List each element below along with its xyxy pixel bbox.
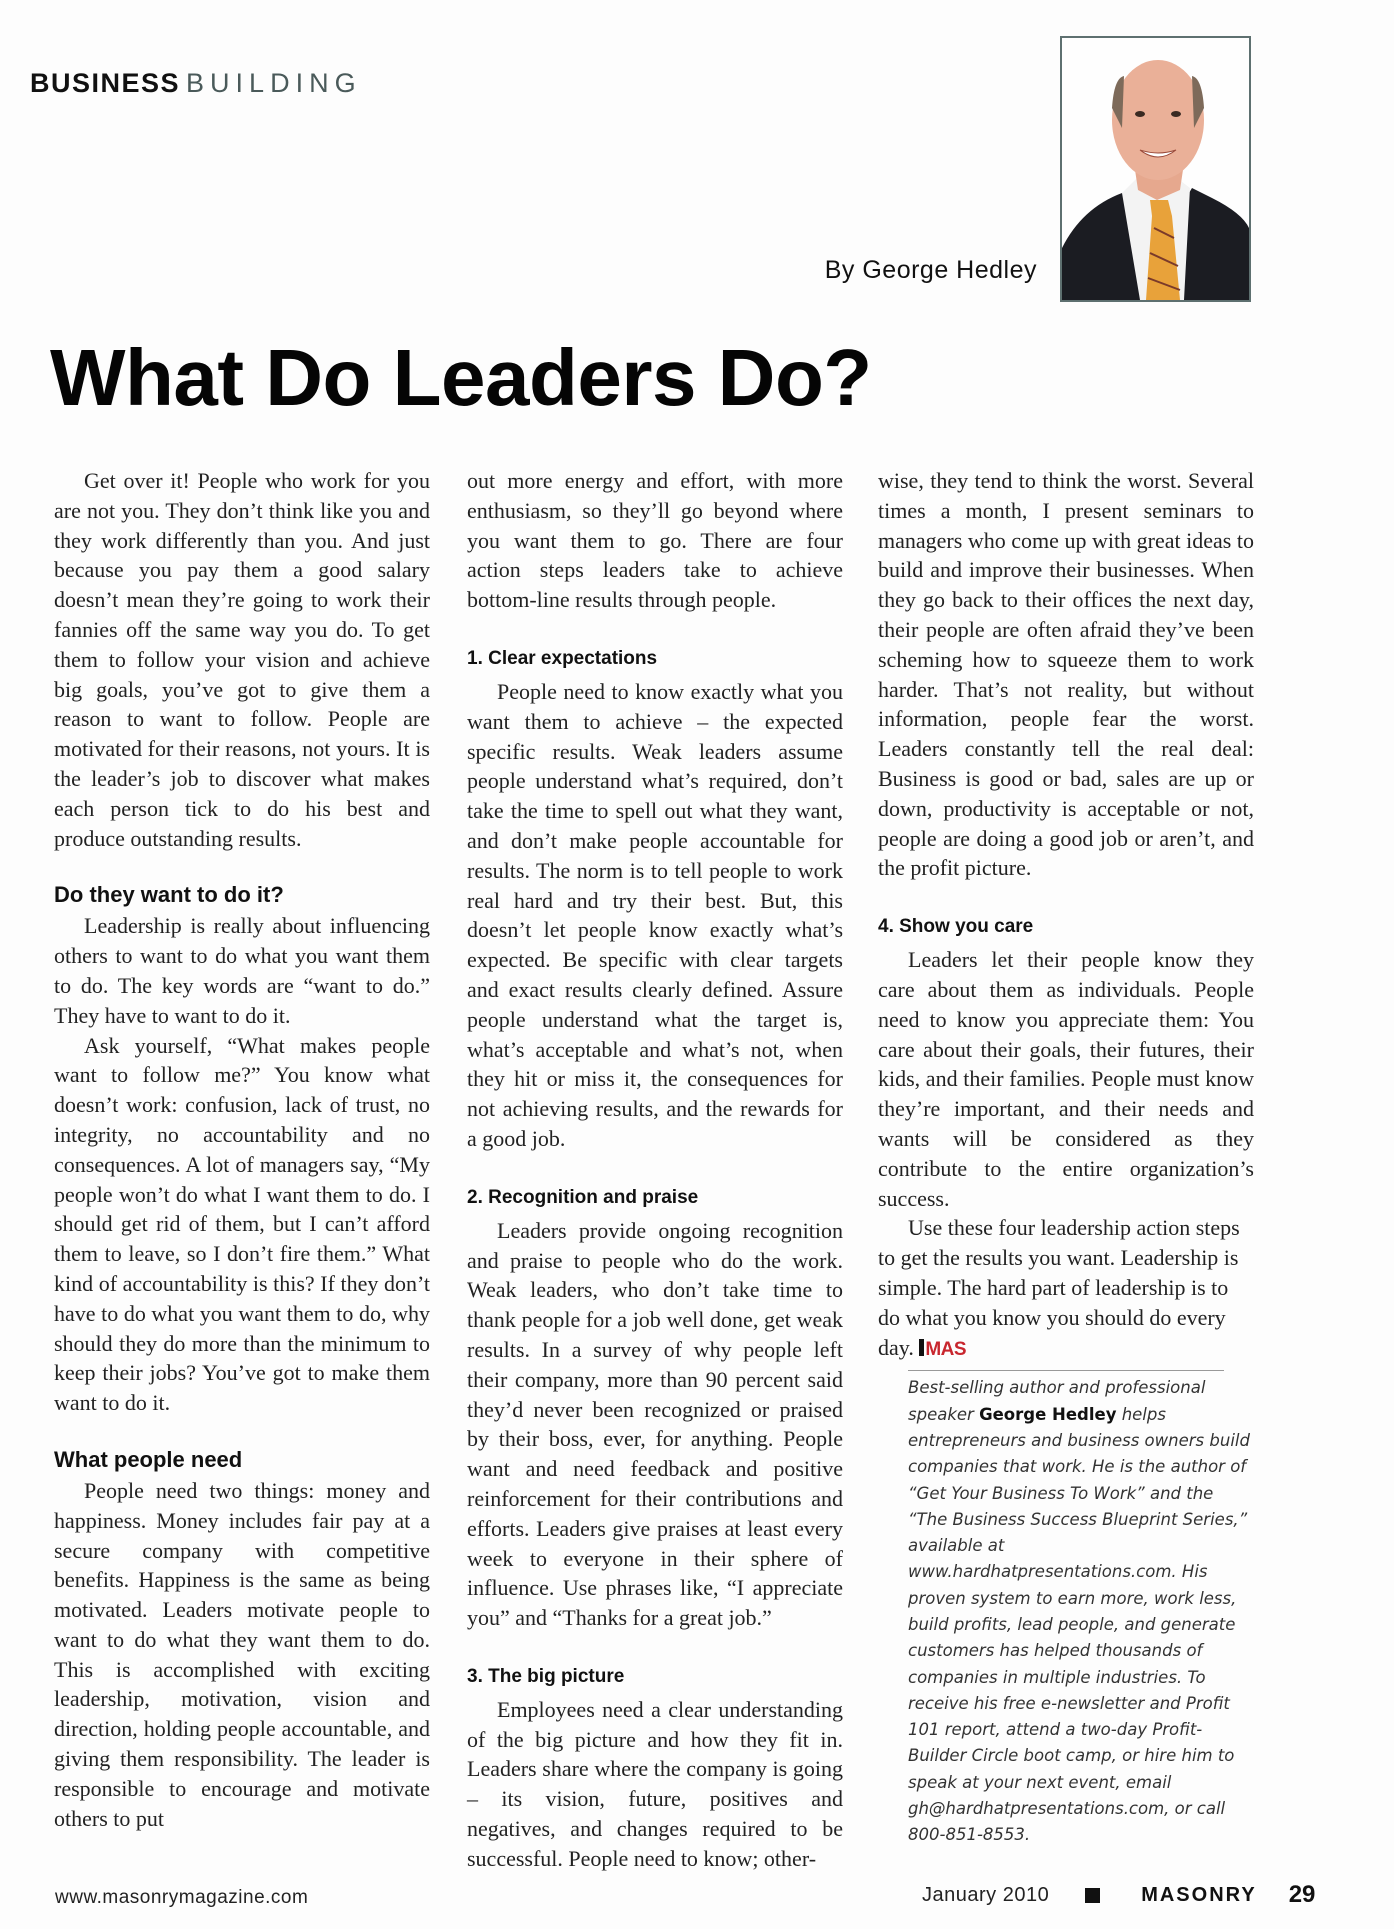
- column-3: [878, 466, 1254, 1849]
- author-bio: [908, 1375, 1254, 1848]
- body-paragraph: Leaders provide ongoing recognition and praise to people who do the work. Weak leaders, who don’t take time to thank people for a job well done, get weak results. In a survey of why people left their company, more than 90 percent said they’d never been recognized or praised by their boss, ever, for anything. People want and need feedback and positive reinforcement for their contributions and efforts. Leaders give praises at least every week to everyone in their sphere of influence. Use phrases like, “I appreciate you” and “Thanks for a great job.”: [467, 1217, 843, 1631]
- body-paragraph: Leaders let their people know they care about them as individuals. People need to know you appreciate them: You care about their goals, their futures, their kids, and their families. People must know they’re important, and their needs and wants will be considered as they contribute to the entire organization’s success.: [878, 947, 1254, 1211]
- closing-paragraph: [878, 1213, 1254, 1364]
- article-title: What Do Leaders Do?: [50, 333, 872, 422]
- section-label: [30, 68, 362, 99]
- end-of-article-mark: [919, 1339, 966, 1360]
- body-paragraph: Ask yourself, “What makes people want to follow me?” You know what doesn’t work: confusion, lack of trust, no integrity, no accountability and no consequences. A lot of managers say, “My people won’t do what I want them to do. I should get rid of them, but I can’t afford them to leave, so I don’t fire them.” What kind of accountability is this? If they don’t have to do what you want them to do, why should they do more than the minimum to keep their jobs? You’ve got to make them want to do it.: [54, 1032, 430, 1416]
- section-heading: Do they want to do it?: [54, 882, 284, 908]
- body-paragraph: People need to know exactly what you want them to achieve – the expected specific results. Weak leaders assume people understand what’s required, don’t take the time to spell out what they want, and don’t make people accountable for results. The norm is to tell people to work real hard and try their best. But, this doesn’t let people know exactly what’s expected. Be specific with clear targets and exact results clearly defined. Assure people understand what the target is, what’s acceptable and what’s not, when they hit or miss it, the consequences for not achieving results, and the rewards for a good job.: [467, 678, 843, 1151]
- step-heading: 3. The big picture: [467, 1665, 625, 1687]
- body-paragraph: Leadership is really about influencing others to want to do what you want them to do. The key words are “want to do.” They have to want to do it.: [54, 913, 430, 1028]
- step-heading: 1. Clear expectations: [467, 647, 658, 669]
- end-mark-bar-icon: [919, 1339, 924, 1356]
- footer-website: www.masonrymagazine.com: [55, 1887, 309, 1908]
- body-paragraph: wise, they tend to think the worst. Several times a month, I present seminars to managers who come up with great ideas to build and improve their businesses. When they go back to their offices the next day, their people are often afraid they’ve been scheming how to squeeze them to work harder. That’s not reality, but without information, people fear the worst. Leaders constantly tell the real deal: Business is good or bad, sales are up or down, productivity is acceptable or not, people are doing a good job or aren’t, and the profit picture.: [878, 468, 1254, 881]
- section-label-light: BUILDING: [186, 68, 362, 98]
- bio-text-before: Best-selling author and professional speaker: [908, 1378, 1206, 1424]
- author-portrait-icon: [1062, 38, 1249, 300]
- body-paragraph: Employees need a clear understanding of the big picture and how they fit in. Leaders share where the company is going – its vision, future, positives and negatives, and changes required to be successful. People need to know; other-: [467, 1696, 843, 1871]
- body-paragraph: People need two things: money and happiness. Money includes fair pay at a secure company with competitive benefits. Happiness is the same as being motivated. Leaders motivate people to want to do what they want them to do. This is accomplished with exciting leadership, motivation, vision and direction, holding people accountable, and giving them responsibility. The leader is responsible to encourage and motivate others to put: [54, 1477, 430, 1831]
- section-label-strong: BUSINESS: [30, 68, 181, 98]
- bio-author-name: George Hedley: [979, 1404, 1117, 1424]
- footer-magazine-name: MASONRY: [1141, 1883, 1257, 1906]
- section-heading: What people need: [54, 1446, 243, 1472]
- square-bullet-icon: [1085, 1888, 1100, 1903]
- closing-text: Use these four leadership action steps to get the results you want. Leadership is simple. The hard part of leadership is to do what you know you should do every day.: [878, 1215, 1240, 1360]
- step-heading: 4. Show you care: [878, 916, 1034, 938]
- end-mark-text: MAS: [925, 1338, 967, 1360]
- column-1: [54, 466, 430, 1833]
- footer-issue-date: January 2010: [922, 1883, 1050, 1906]
- step-heading: 2. Recognition and praise: [467, 1186, 699, 1208]
- bio-divider: [908, 1370, 1224, 1371]
- bio-text-after: helps entrepreneurs and business owners build companies that work. He is the author of “Get Your Business To Work” and the “The Business Success Blueprint Series,” available at www.hardhatpresentations.com. His proven system to earn more, work less, build profits, lead people, and generate customers has helped thousands of companies in multiple industries. To receive his free e-newsletter and Profit 101 report, attend a two-day Profit-Builder Circle boot camp, or hire him to speak at your next event, email gh@hardhatpresentations.com, or call 800-851-8553.: [908, 1404, 1250, 1845]
- footer-page-number: 29: [1288, 1881, 1316, 1908]
- column-2: [467, 466, 843, 1874]
- intro-paragraph: Get over it! People who work for you are not you. They don’t think like you and they work differently than you. And just because you pay them a good salary doesn’t mean they’re going to work their fannies off the same way you do. To get them to follow your vision and achieve big goals, you’ve got to give them a reason to want to follow. People are motivated for their reasons, not yours. It is the leader’s job to discover what makes each person tick to do his best and produce outstanding results.: [54, 468, 430, 851]
- byline: By George Hedley: [824, 256, 1037, 284]
- body-paragraph: out more energy and effort, with more enthusiasm, so they’ll go beyond where you want them to go. There are four action steps leaders take to achieve bottom-line results through people.: [467, 468, 843, 613]
- author-photo: [1060, 36, 1251, 302]
- footer-folio: [922, 1881, 1315, 1909]
